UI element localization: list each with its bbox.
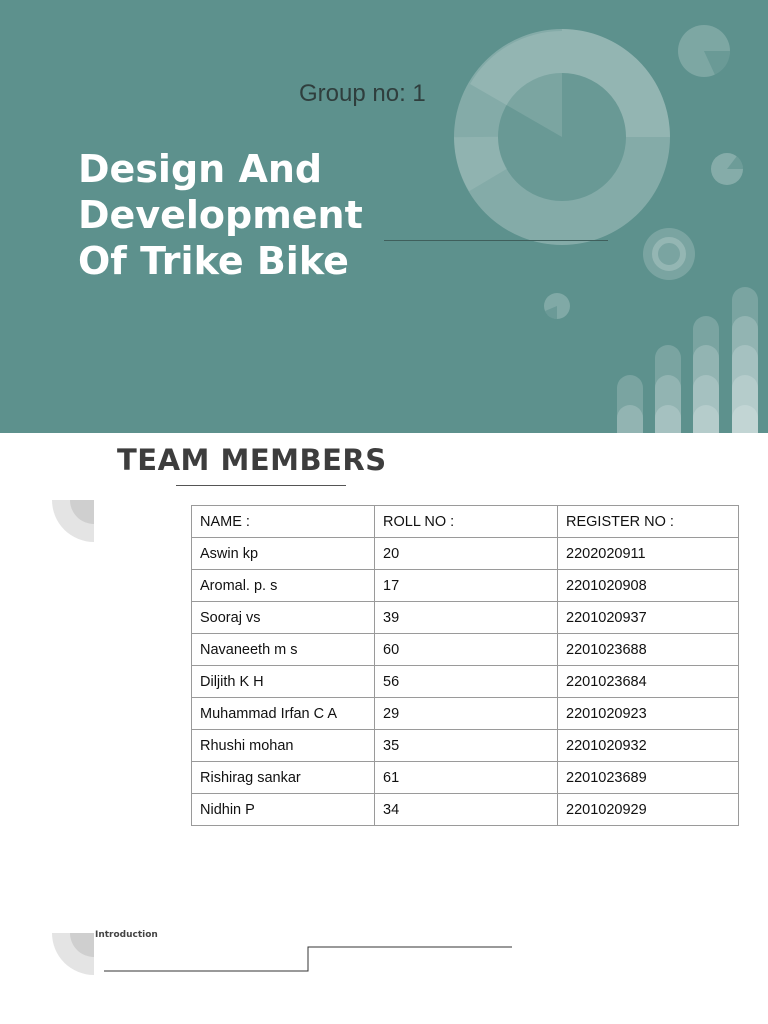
cell-register: 2201023684 [558,666,739,698]
deco-bar [655,405,681,433]
deco-bar [693,405,719,433]
connector-line [104,945,514,975]
cell-register: 2201023689 [558,762,739,794]
cell-register: 2201020923 [558,698,739,730]
title-slide [0,0,768,433]
table-row [192,730,739,762]
bar-graphic [617,287,758,433]
table-row [192,570,739,602]
team-members-table [191,505,739,826]
title-line: Of Trike Bike [78,239,349,283]
cell-name: Rishirag sankar [192,762,375,794]
deco-bar [732,405,758,433]
table-row [192,762,739,794]
cell-register: 2202020911 [558,538,739,570]
cell-register: 2201020929 [558,794,739,826]
cell-roll: 61 [375,762,558,794]
title-line: Design And [78,147,323,191]
cell-name: Aromal. p. s [192,570,375,602]
heading-underline [176,485,346,486]
header-name: NAME : [192,506,375,538]
team-heading: TEAM MEMBERS [117,443,387,477]
presentation-title [78,146,398,284]
header-roll: ROLL NO : [375,506,558,538]
ring-bubble [643,228,695,280]
title-divider [384,240,608,241]
table-row [192,602,739,634]
cell-register: 2201020937 [558,602,739,634]
cell-register: 2201020932 [558,730,739,762]
cell-name: Nidhin P [192,794,375,826]
cell-roll: 17 [375,570,558,602]
cell-name: Sooraj vs [192,602,375,634]
title-line: Development [78,193,363,237]
table-row [192,794,739,826]
table-row [192,538,739,570]
corner-arc-decoration [52,933,96,977]
cell-roll: 34 [375,794,558,826]
cell-name: Muhammad Irfan C A [192,698,375,730]
cell-roll: 60 [375,634,558,666]
cell-roll: 35 [375,730,558,762]
cell-name: Navaneeth m s [192,634,375,666]
deco-bar [617,405,643,433]
table-header-row [192,506,739,538]
table-row [192,634,739,666]
corner-arc-decoration [52,500,96,544]
cell-roll: 20 [375,538,558,570]
donut-segment [476,137,488,180]
cell-register: 2201023688 [558,634,739,666]
group-number: Group no: 1 [299,80,426,107]
cell-roll: 39 [375,602,558,634]
cell-roll: 29 [375,698,558,730]
cell-name: Rhushi mohan [192,730,375,762]
header-register: REGISTER NO : [558,506,739,538]
cell-register: 2201020908 [558,570,739,602]
team-slide [0,433,768,1024]
introduction-label: Introduction [95,930,158,940]
cell-roll: 56 [375,666,558,698]
table-row [192,698,739,730]
cell-name: Diljith K H [192,666,375,698]
table-row [192,666,739,698]
cell-name: Aswin kp [192,538,375,570]
step-polyline [104,947,512,971]
